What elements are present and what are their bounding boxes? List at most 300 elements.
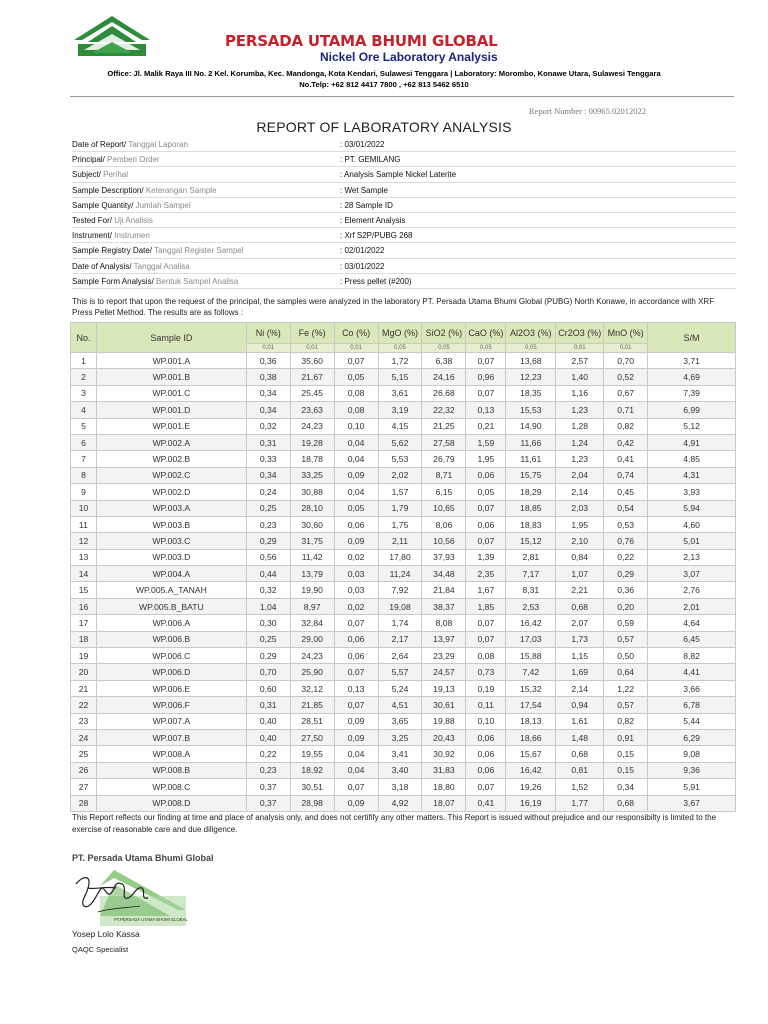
table-cell: 8,71 [422,467,466,483]
table-row [71,615,736,631]
table-cell: 21,85 [290,697,334,713]
table-cell: WP.005.A_TANAH [96,582,246,598]
table-cell: 6,78 [648,697,736,713]
table-cell: 7 [71,451,97,467]
table-cell: 30,88 [290,484,334,500]
office-address-line: Office: Jl. Malik Raya III No. 2 Kel. Korumba, Kec. Mandonga, Kota Kendari, Sulawesi Tenggara | Laboratory: Morombo, Konawe Utara, Sulawesi Tenggara [107,69,661,78]
table-cell: 0,20 [604,598,648,614]
table-cell: 28,98 [290,795,334,811]
table-cell: 25,90 [290,664,334,680]
table-cell: 2,14 [556,484,604,500]
info-label [72,274,238,289]
table-cell: 1,75 [378,516,422,532]
table-cell: 0,08 [466,648,506,664]
table-row [71,762,736,778]
info-label-id: Jumlah Sampel [133,200,191,210]
info-label-en: Sample Description/ [72,185,144,195]
table-cell: 0,24 [246,484,290,500]
table-cell: 0,22 [604,549,648,565]
table-cell: 21,67 [290,369,334,385]
table-cell: 30,60 [290,516,334,532]
table-cell: 20,43 [422,729,466,745]
table-cell: 10,65 [422,500,466,516]
table-cell: WP.006.A [96,615,246,631]
table-cell: 15,53 [506,402,556,418]
table-cell: 5,24 [378,680,422,696]
table-cell: 21 [71,680,97,696]
info-label-en: Date of Analysis/ [72,261,132,271]
table-cell: 0,04 [334,746,378,762]
detection-limit: 0,01 [246,344,290,353]
table-cell: 7,17 [506,566,556,582]
office-address [0,68,768,90]
detection-limit: 0,01 [604,344,648,353]
info-row [72,243,736,258]
info-label-id: Perihal [100,170,129,180]
table-cell: 9 [71,484,97,500]
table-cell: 0,07 [334,353,378,369]
table-cell: 2,11 [378,533,422,549]
table-cell: WP.003.D [96,549,246,565]
table-cell: WP.001.A [96,353,246,369]
table-cell: 19,13 [422,680,466,696]
table-cell: 0,02 [334,598,378,614]
table-cell: 0,08 [334,402,378,418]
table-row [71,566,736,582]
table-cell: 1,72 [378,353,422,369]
table-cell: 6,15 [422,484,466,500]
info-value: : Xrf S2P/PUBG 268 [340,231,413,241]
info-label [72,228,150,243]
table-cell: WP.006.C [96,648,246,664]
table-cell: 18,92 [290,762,334,778]
company-name: PERSADA UTAMA BHUMI GLOBAL [225,32,498,50]
table-row [71,353,736,369]
table-cell: 19,28 [290,434,334,450]
info-value: : PT. GEMILANG [340,155,401,165]
table-cell: 4,91 [648,434,736,450]
table-cell: 1,07 [556,566,604,582]
table-row [71,795,736,811]
info-value: : Press pellet (#200) [340,276,412,286]
table-cell: 5,15 [378,369,422,385]
signature-stamp-icon [70,866,190,928]
table-cell: 0,64 [604,664,648,680]
table-cell: 37,93 [422,549,466,565]
table-cell: 13,97 [422,631,466,647]
table-row [71,713,736,729]
table-cell: 0,59 [604,615,648,631]
table-cell: 11,66 [506,434,556,450]
table-cell: 29,00 [290,631,334,647]
table-cell: 3,41 [378,746,422,762]
table-cell: 1,22 [604,680,648,696]
info-value: : Element Analysis [340,215,406,225]
table-cell: 0,13 [334,680,378,696]
table-row [71,369,736,385]
table-row [71,598,736,614]
results-table [70,322,736,812]
info-label-id: Bentuk Sampel Analisa [153,276,239,286]
table-cell: 0,25 [246,631,290,647]
info-value: : 02/01/2022 [340,246,385,256]
info-row [72,274,736,289]
table-cell: 0,06 [466,762,506,778]
table-cell: 2,64 [378,648,422,664]
info-label-id: Keterangan Sample [143,185,217,195]
table-cell: 1,57 [378,484,422,500]
report-info-list [72,137,736,289]
table-cell: WP.008.C [96,779,246,795]
info-label-id: Pemberi Order [104,155,160,165]
table-cell: 3,61 [378,385,422,401]
table-cell: 0,31 [246,434,290,450]
table-cell: 8,82 [648,648,736,664]
info-label-id: Uji Analisis [112,215,153,225]
table-cell: 1,28 [556,418,604,434]
info-value: : 03/01/2022 [340,140,385,149]
column-header: Sample ID [96,323,246,353]
table-cell: 1,23 [556,451,604,467]
detection-limit: 0,05 [422,344,466,353]
table-row [71,418,736,434]
table-cell: WP.003.A [96,500,246,516]
table-cell: 0,45 [604,484,648,500]
table-cell: 26,79 [422,451,466,467]
table-cell: 5 [71,418,97,434]
table-cell: 31,83 [422,762,466,778]
info-label-id: Instrumen [112,231,150,241]
table-cell: 8,97 [290,598,334,614]
table-cell: 3,67 [648,795,736,811]
table-cell: 0,09 [334,533,378,549]
table-cell: 1,69 [556,664,604,680]
table-cell: 0,19 [466,680,506,696]
info-label-en: Subject/ [72,170,101,180]
table-cell: 0,07 [334,779,378,795]
table-row [71,746,736,762]
info-label [72,137,188,152]
table-cell: 0,34 [246,467,290,483]
table-cell: 0,82 [604,418,648,434]
table-cell: 15,32 [506,680,556,696]
table-cell: WP.008.A [96,746,246,762]
table-cell: 3,66 [648,680,736,696]
table-cell: 0,94 [556,697,604,713]
table-cell: 1,48 [556,729,604,745]
table-cell: 1,39 [466,549,506,565]
table-cell: 0,05 [334,369,378,385]
table-cell: 32,84 [290,615,334,631]
table-cell: 2,04 [556,467,604,483]
table-cell: 0,23 [246,762,290,778]
detection-limit: 0,05 [378,344,422,353]
table-cell: 0,36 [604,582,648,598]
table-cell: 22 [71,697,97,713]
table-cell: 13,68 [506,353,556,369]
table-cell: 16 [71,598,97,614]
table-cell: 24,57 [422,664,466,680]
table-cell: 15,75 [506,467,556,483]
table-cell: WP.002.C [96,467,246,483]
table-cell: 0,34 [246,402,290,418]
table-cell: 0,70 [246,664,290,680]
table-cell: 0,09 [334,713,378,729]
info-value: : 03/01/2022 [340,261,385,271]
table-cell: 4,51 [378,697,422,713]
column-header: Cr2O3 (%) [556,323,604,344]
table-cell: 17 [71,615,97,631]
table-row [71,680,736,696]
table-cell: 3,07 [648,566,736,582]
info-label [72,213,153,228]
table-cell: WP.001.C [96,385,246,401]
table-row [71,697,736,713]
table-cell: 1,73 [556,631,604,647]
table-cell: 3,18 [378,779,422,795]
table-row [71,451,736,467]
table-cell: 15,88 [506,648,556,664]
table-cell: 20 [71,664,97,680]
info-row [72,259,736,274]
table-cell: 0,15 [604,746,648,762]
info-row [72,198,736,213]
table-cell: 10 [71,500,97,516]
info-label [72,259,190,274]
table-cell: 16,42 [506,762,556,778]
table-row [71,402,736,418]
table-cell: 1,52 [556,779,604,795]
table-cell: 15,67 [506,746,556,762]
table-cell: 30,51 [290,779,334,795]
table-cell: 38,37 [422,598,466,614]
table-cell: 0,09 [334,795,378,811]
table-cell: 1,04 [246,598,290,614]
table-cell: 8,31 [506,582,556,598]
table-cell: 5,44 [648,713,736,729]
table-cell: 0,74 [604,467,648,483]
table-cell: 0,06 [334,648,378,664]
table-cell: 2 [71,369,97,385]
table-cell: 0,08 [334,385,378,401]
results-table-body [71,353,736,812]
table-cell: 4,60 [648,516,736,532]
column-header: Co (%) [334,323,378,344]
table-cell: 23 [71,713,97,729]
table-cell: 11 [71,516,97,532]
info-label-en: Date of Report/ [72,140,127,149]
table-cell: 16,19 [506,795,556,811]
table-cell: WP.007.A [96,713,246,729]
table-cell: 0,29 [604,566,648,582]
table-cell: 0,33 [246,451,290,467]
table-cell: 0,44 [246,566,290,582]
table-cell: 0,71 [604,402,648,418]
table-cell: 3,19 [378,402,422,418]
table-row [71,500,736,516]
table-cell: 11,24 [378,566,422,582]
letterhead [0,0,768,100]
table-cell: 15 [71,582,97,598]
info-row [72,228,736,243]
table-cell: 24,16 [422,369,466,385]
table-cell: 7,39 [648,385,736,401]
table-cell: 0,40 [246,729,290,745]
info-label-en: Sample Registry Date/ [72,246,153,256]
table-cell: 8,08 [422,615,466,631]
table-cell: 2,10 [556,533,604,549]
table-cell: 0,10 [466,713,506,729]
table-cell: 27,58 [422,434,466,450]
stamp-text: PT.PERSADA UTAMA BHUMI GLOBAL [114,917,188,922]
table-cell: 25 [71,746,97,762]
table-cell: 24 [71,729,97,745]
table-cell: 0,02 [334,549,378,565]
table-cell: 5,57 [378,664,422,680]
table-cell: 6,38 [422,353,466,369]
table-cell: 4,92 [378,795,422,811]
table-cell: 2,57 [556,353,604,369]
table-cell: 5,62 [378,434,422,450]
info-value: : Wet Sample [340,185,388,195]
table-cell: 6,29 [648,729,736,745]
table-cell: 1,16 [556,385,604,401]
table-cell: 21,25 [422,418,466,434]
column-header: MgO (%) [378,323,422,344]
table-cell: 1,59 [466,434,506,450]
header-divider [70,96,734,97]
table-cell: 0,06 [466,516,506,532]
table-cell: 0,06 [466,746,506,762]
table-cell: WP.001.D [96,402,246,418]
table-cell: 0,34 [246,385,290,401]
table-cell: 0,07 [466,779,506,795]
report-title: REPORT OF LABORATORY ANALYSIS [256,119,512,135]
table-row [71,516,736,532]
table-cell: 14,90 [506,418,556,434]
info-label-en: Instrument/ [72,231,113,241]
table-cell: 0,04 [334,451,378,467]
table-cell: 2,81 [506,549,556,565]
column-header: S/M [648,323,736,353]
table-cell: 25,45 [290,385,334,401]
table-cell: 2,14 [556,680,604,696]
table-cell: 9,36 [648,762,736,778]
table-cell: 4,64 [648,615,736,631]
table-cell: 4 [71,402,97,418]
table-cell: 18,78 [290,451,334,467]
table-cell: 27,50 [290,729,334,745]
table-cell: 4,41 [648,664,736,680]
table-cell: 31,75 [290,533,334,549]
table-row [71,631,736,647]
intro-paragraph: This is to report that upon the request of the principal, the samples were analyzed in the laboratory PT. Persada Utama Bhumi Global (PUBG) North Konawe, in accordance with XRF Press Pellet Method. The results are as follows : [72,297,715,317]
info-label [72,152,160,167]
info-label-id: Tanggal Laporan [126,140,188,149]
table-cell: 9,08 [648,746,736,762]
table-cell: 19,90 [290,582,334,598]
table-cell: 0,60 [246,680,290,696]
table-cell: 0,56 [246,549,290,565]
disclaimer-text: This Report reflects our finding at time and place of analysis only, and does not certifify any other matters. This Report is issued without prejudice and our responsibilty is limited to the exercise of reasonable care and due diligence. [72,813,717,834]
table-cell: 0,32 [246,582,290,598]
table-cell: 28,51 [290,713,334,729]
table-cell: 6,45 [648,631,736,647]
table-cell: 10,56 [422,533,466,549]
table-cell: WP.001.B [96,369,246,385]
table-cell: 0,07 [466,631,506,647]
table-cell: 0,21 [466,418,506,434]
table-cell: 19,88 [422,713,466,729]
table-cell: 2,01 [648,598,736,614]
table-cell: 2,35 [466,566,506,582]
table-cell: 0,06 [334,516,378,532]
table-cell: 15,12 [506,533,556,549]
table-row [71,664,736,680]
table-cell: 0,03 [334,582,378,598]
table-cell: 11,42 [290,549,334,565]
info-row [72,213,736,228]
table-cell: 0,52 [604,369,648,385]
table-cell: WP.008.D [96,795,246,811]
detection-limit: 0,01 [290,344,334,353]
table-cell: 24,23 [290,648,334,664]
column-header: Fe (%) [290,323,334,344]
table-cell: WP.006.B [96,631,246,647]
table-cell: 0,07 [334,664,378,680]
table-cell: 8,06 [422,516,466,532]
table-cell: 0,54 [604,500,648,516]
table-cell: 0,34 [604,779,648,795]
office-phone-line: No.Telp: +62 812 4417 7800 , +62 813 5462 6510 [299,80,469,89]
table-cell: WP.002.A [96,434,246,450]
table-cell: 4,31 [648,467,736,483]
table-cell: 2,07 [556,615,604,631]
table-cell: 0,68 [556,598,604,614]
table-cell: 0,09 [334,467,378,483]
table-cell: 34,48 [422,566,466,582]
info-row [72,183,736,198]
table-cell: 0,07 [466,353,506,369]
info-row [72,137,736,152]
table-cell: 0,13 [466,402,506,418]
table-cell: 0,07 [466,615,506,631]
table-cell: 0,15 [604,762,648,778]
table-cell: 0,09 [334,729,378,745]
table-cell: 0,06 [466,729,506,745]
table-cell: 1,23 [556,402,604,418]
table-cell: WP.008.B [96,762,246,778]
table-cell: 0,38 [246,369,290,385]
table-cell: 0,84 [556,549,604,565]
table-cell: WP.002.D [96,484,246,500]
table-cell: 0,82 [604,713,648,729]
info-label-en: Sample Quantity/ [72,200,134,210]
table-cell: 23,63 [290,402,334,418]
table-cell: 0,07 [334,697,378,713]
table-cell: 2,02 [378,467,422,483]
table-cell: WP.006.F [96,697,246,713]
table-cell: 0,11 [466,697,506,713]
table-cell: 1,95 [556,516,604,532]
table-row [71,648,736,664]
table-cell: 21,84 [422,582,466,598]
signer-company: PT. Persada Utama Bhumi Global [72,853,214,863]
table-cell: 0,29 [246,533,290,549]
table-cell: 19,55 [290,746,334,762]
table-cell: 0,23 [246,516,290,532]
detection-limit: 0,01 [334,344,378,353]
